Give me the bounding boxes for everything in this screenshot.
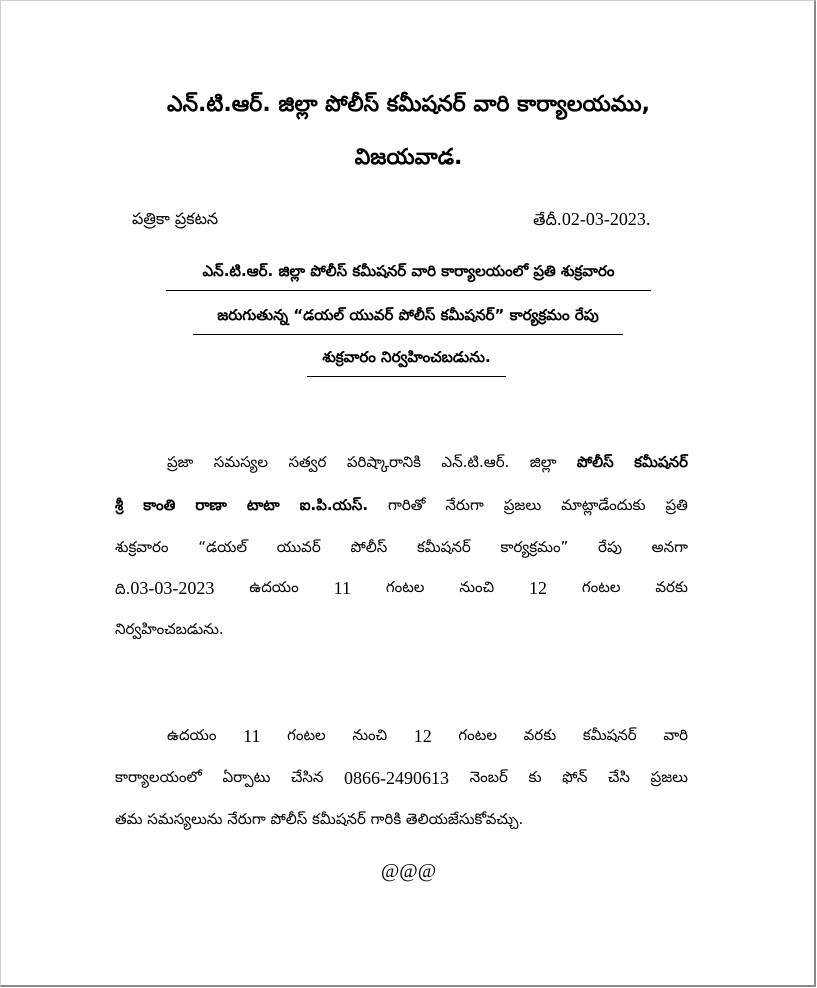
word: నుంచి bbox=[352, 726, 388, 744]
word: “డయల్ bbox=[198, 538, 247, 556]
word-bold: రాణా bbox=[195, 496, 227, 514]
word: పరిష్కారానికి bbox=[346, 453, 421, 471]
word: యువర్ bbox=[276, 538, 321, 556]
end-hour: 12 bbox=[529, 578, 548, 598]
word: ఉదయం bbox=[167, 726, 217, 744]
word: వారి bbox=[663, 726, 688, 744]
word: ప్రజలు bbox=[503, 496, 542, 514]
word: ఫోన్ bbox=[562, 768, 588, 786]
word: నెంబర్ bbox=[469, 768, 508, 786]
word: గంటల bbox=[581, 578, 621, 596]
date-prefix: ది. bbox=[115, 580, 131, 598]
word: తమ సమస్యలును నేరుగా పోలీస్ కమీషనర్ గారికి తెలియజేసుకోవచ్చు. bbox=[115, 810, 524, 828]
word: సత్వర bbox=[288, 453, 327, 471]
word: ప్రజా bbox=[167, 453, 194, 471]
date-prefix: తేదీ. bbox=[533, 210, 562, 229]
word: ప్రజలు bbox=[650, 768, 688, 786]
word: చేసి bbox=[608, 768, 630, 786]
word: గంటల bbox=[287, 726, 326, 744]
word-bold: టాటా bbox=[246, 496, 280, 514]
headline-line-1: ఎన్.టి.ఆర్. జిల్లా పోలీస్ కమీషనర్ వారి కార్యాలయంలో ప్రతి శుక్రవారం bbox=[166, 262, 651, 291]
event-date bbox=[115, 578, 214, 602]
end-mark: @@@ bbox=[380, 860, 437, 882]
paragraph-1-line-3 bbox=[115, 538, 688, 560]
word: సమస్యల bbox=[213, 453, 269, 471]
word: గారితో bbox=[388, 496, 426, 514]
word: వరకు bbox=[523, 726, 557, 744]
word-bold: కాంతి bbox=[143, 496, 176, 514]
word: ఏర్పాటు bbox=[222, 768, 271, 786]
word: కార్యక్రమం” bbox=[500, 538, 569, 556]
word: చేసిన bbox=[290, 768, 324, 786]
word: కమీషనర్ bbox=[582, 726, 637, 744]
word-bold: శ్రీ bbox=[115, 496, 124, 514]
start-hour: 11 bbox=[333, 578, 351, 598]
word-bold: ఐ.పి.యస్. bbox=[299, 496, 369, 514]
word: గంటల bbox=[458, 726, 497, 744]
paragraph-2-line-2 bbox=[115, 768, 688, 790]
press-release-date bbox=[533, 209, 650, 233]
word: శుక్రవారం bbox=[115, 538, 169, 556]
word: రేపు bbox=[598, 538, 622, 556]
paragraph-1-line-2 bbox=[115, 496, 688, 518]
word: నేరుగా bbox=[445, 496, 484, 514]
paragraph-1-line-5 bbox=[115, 620, 224, 642]
word: కమీషనర్ bbox=[416, 538, 471, 556]
word: కార్యాలయంలో bbox=[115, 768, 202, 786]
word-bold: కమీషనర్ bbox=[634, 453, 688, 471]
office-city: విజయవాడ. bbox=[354, 145, 463, 170]
phone-number: 0866-2490613 bbox=[344, 768, 450, 788]
word: ఎన్.టి.ఆర్. bbox=[441, 453, 510, 471]
paragraph-1-line-1 bbox=[167, 453, 688, 475]
word: నిర్వహించబడును. bbox=[115, 620, 224, 638]
word: జిల్లా bbox=[529, 453, 557, 471]
date-value: 02-03-2023. bbox=[561, 209, 651, 229]
word: అనగా bbox=[651, 538, 688, 556]
headline-line-3: శుక్రవారం నిర్వహించబడును. bbox=[307, 348, 506, 377]
word: కు bbox=[528, 768, 542, 786]
office-title: ఎన్.టి.ఆర్. జిల్లా పోలీస్ కమీషనర్ వారి కార్యాలయము, bbox=[166, 92, 651, 117]
word: ప్రతి bbox=[665, 496, 688, 514]
word: నుంచి bbox=[459, 578, 495, 596]
paragraph-1-line-4 bbox=[115, 578, 688, 602]
word-bold: పోలీస్ bbox=[576, 453, 614, 471]
start-hour: 11 bbox=[243, 726, 261, 746]
word: పోలీస్ bbox=[350, 538, 388, 556]
word: మాట్లాడేందుకు bbox=[561, 496, 646, 514]
word: ఉదయం bbox=[249, 578, 299, 596]
paragraph-2-line-3 bbox=[115, 810, 523, 832]
paragraph-2-line-1 bbox=[167, 726, 688, 748]
end-hour: 12 bbox=[413, 726, 432, 746]
headline-line-2: జరుగుతున్న “డయల్ యువర్ పోలీస్ కమీషనర్” కార్యక్రమం రేపు bbox=[193, 306, 623, 335]
word: వరకు bbox=[655, 578, 688, 596]
word: గంటల bbox=[385, 578, 425, 596]
date-value: 03-03-2023 bbox=[130, 578, 215, 598]
press-release-label: పత్రికా ప్రకటన bbox=[132, 209, 219, 228]
